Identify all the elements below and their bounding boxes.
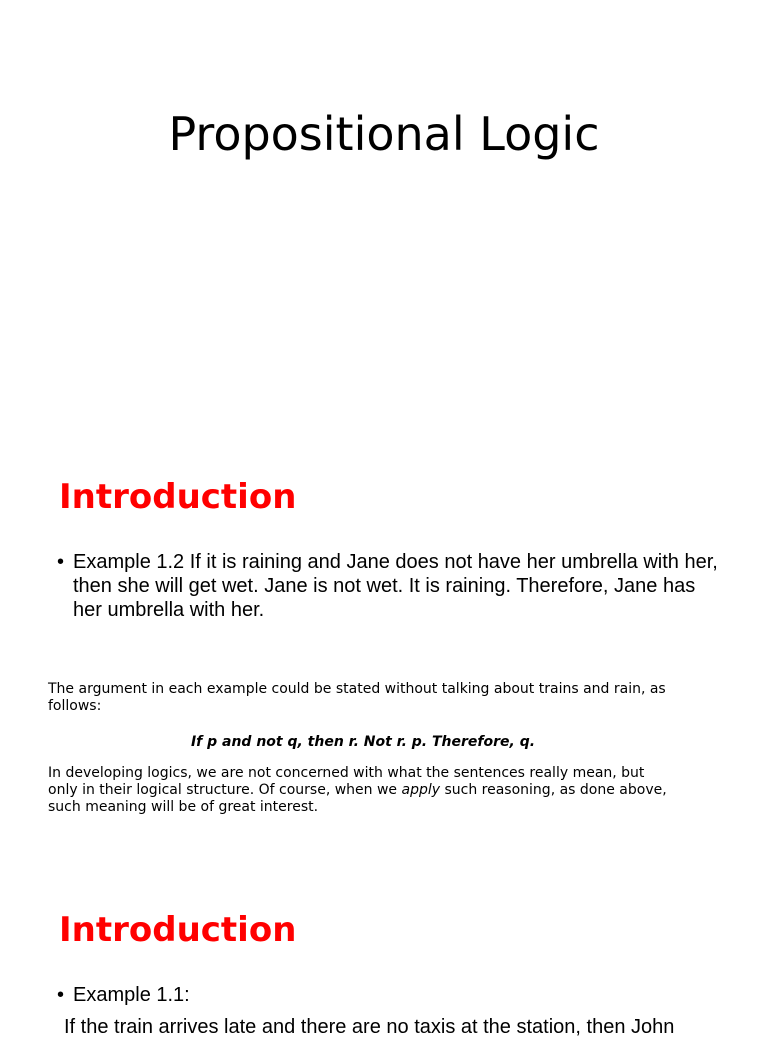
notes-text: In developing logics, we are not concerned with what the sentences really mean, but only in their logical structure. Of course, when we xyxy=(48,765,645,798)
bullet-marker: • xyxy=(57,984,65,1006)
emphasized-word: apply xyxy=(401,782,441,798)
logic-formula: If p and not q, then r. Not r. p. Therefore, q. xyxy=(190,734,536,750)
bullet-text: Example 1.2 If it is raining and Jane does not have her umbrella with her, then she will get wet. Jane is not wet. It is raining. Therefore, Jane has her umbrella with her. xyxy=(73,551,718,621)
bullet-text: Example 1.1: xyxy=(73,984,190,1006)
bullet-item xyxy=(57,983,722,1007)
notes-paragraph: The argument in each example could be stated without talking about trains and rain, as follows: xyxy=(48,681,666,714)
slide-title: Propositional Logic xyxy=(168,107,600,161)
cut-off-text: If the train arrives late and there are no taxis at the station, then John xyxy=(64,1016,675,1038)
section-heading: Introduction xyxy=(59,910,297,950)
speaker-notes xyxy=(48,681,678,816)
bullet-item xyxy=(57,550,722,622)
notes-paragraph xyxy=(48,765,678,816)
bullet-marker: • xyxy=(57,551,65,573)
section-heading: Introduction xyxy=(59,477,297,517)
notes-text: such reasoning, as done above, such meaning will be of great interest. xyxy=(48,782,667,815)
